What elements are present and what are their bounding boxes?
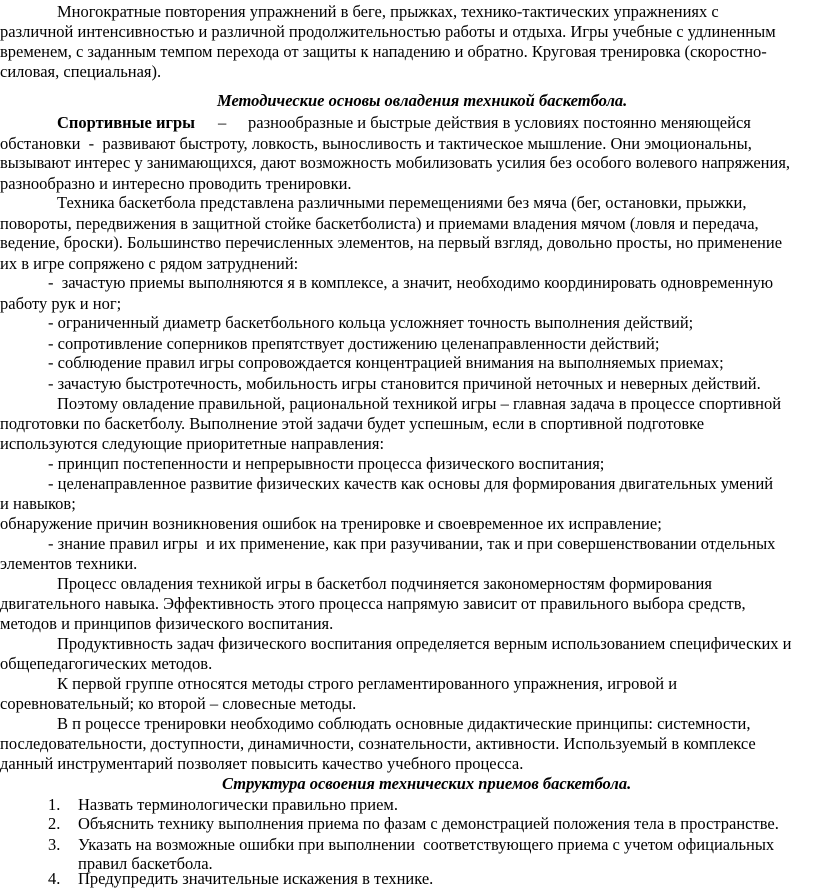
list-number: 2. [48,814,61,834]
paragraph-line: К первой группе относятся методы строго регламентированного упражнения, игровой и [57,673,678,693]
paragraph-line: - сопротивление соперников препятствует достижению целенаправленности действий; [48,333,660,353]
paragraph-line: данный инструментарий позволяет повысить качество учебного процесса. [0,753,524,773]
list-item: Указать на возможные ошибки при выполнении соответствующего приема с учетом официальных [78,834,775,854]
paragraph-line: разнообразно и интересно проводить тренировки. [0,173,352,193]
paragraph-line: ведение, броски). Большинство перечисленных элементов, на первый взгляд, довольно просты, но применение [0,233,783,253]
section-heading-methods: Методические основы овладения техникой баскетбола. [217,90,628,110]
paragraph-line: обнаружение причин возникновения ошибок на тренировке и своевременное их исправление; [0,513,662,533]
list-item: Назвать терминологически правильно прием. [78,794,398,814]
paragraph-line: и навыков; [0,494,76,514]
paragraph-line: двигательного навыка. Эффективность этого процесса напрямую зависит от правильного выбора средств, [0,593,746,613]
paragraph-line: - принцип постепенности и непрерывности процесса физического воспитания; [48,454,605,474]
intro-line: различной интенсивностью и различной продолжительностью работы и отдыха. Игры учебные с удлиненным [0,22,776,42]
paragraph-line: Поэтому овладение правильной, рациональной техникой игры – главная задача в процессе спортивной [57,393,782,413]
paragraph-line: - знание правил игры и их применение, как при разучивании, так и при совершенствовании отдельных [48,534,776,554]
list-number: 1. [48,794,61,814]
paragraph-line: - зачастую быстротечность, мобильность игры становится причиной неточных и неверных действий. [48,373,761,393]
paragraph-line: разнообразные и быстрые действия в условиях постоянно меняющейся [248,113,751,133]
sport-games-dash: – [218,113,227,133]
list-number: 4. [48,869,61,888]
paragraph-line: последовательности, доступности, динамичности, сознательности, активности. Используемый в комплексе [0,734,756,754]
intro-line: Многократные повторения упражнений в беге, прыжках, технико-тактических упражнениях с [57,1,719,21]
paragraph-line: повороты, передвижения в защитной стойке баскетболиста) и приемами владения мячом (ловля и передача, [0,213,759,233]
paragraph-line: используются следующие приоритетные направления: [0,433,385,453]
list-number: 3. [48,834,61,854]
paragraph-line: - зачастую приемы выполняются я в комплексе, а значит, необходимо координировать одновременную [48,273,774,293]
paragraph-line: - целенаправленное развитие физических качеств как основы для формирования двигательных умений [48,473,774,493]
intro-line: временем, с заданным темпом перехода от защиты к нападению и обратно. Круговая тренировка (скоростно- [0,41,767,61]
paragraph-line: методов и принципов физического воспитания. [0,614,334,634]
list-item: Объяснить технику выполнения приема по фазам с демонстрацией положения тела в пространстве. [78,814,779,834]
paragraph-line: Продуктивность задач физического воспитания определяется верным использованием специфических и [57,633,792,653]
paragraph-line: работу рук и ног; [0,293,122,313]
list-item: Предупредить значительные искажения в технике. [78,869,434,888]
paragraph-line: - ограниченный диаметр баскетбольного кольца усложняет точность выполнения действий; [48,313,694,333]
paragraph-line: обстановки - развивают быстроту, ловкость, выносливость и тактическое мышление. Они эмоциональны, [0,133,752,153]
paragraph-line: вызывают интерес у занимающихся, дают возможность мобилизовать усилия без особого волевого напряжения, [0,153,791,173]
paragraph-line: общепедагогических методов. [0,654,213,674]
intro-line: силовая, специальная). [0,61,162,81]
sport-games-term: Спортивные игры [57,113,196,133]
paragraph-line: соревновательный; ко второй – словесные методы. [0,694,357,714]
paragraph-line: Техника баскетбола представлена различными перемещениями без мяча (бег, остановки, прыжки, [57,193,747,213]
paragraph-line: их в игре сопряжено с рядом затруднений: [0,253,299,273]
paragraph-line: Процесс овладения техникой игры в баскетбол подчиняется закономерностям формирования [57,574,712,594]
section-heading-structure: Структура освоения технических приемов баскетбола. [222,774,632,794]
paragraph-line: подготовки по баскетболу. Выполнение этой задачи будет успешным, если в спортивной подготовке [0,414,705,433]
paragraph-line: В п роцессе тренировки необходимо соблюдать основные дидактические принципы: системности, [57,713,751,733]
paragraph-line: - соблюдение правил игры сопровождается концентрацией внимания на выполняемых приемах; [48,353,724,373]
list-item-continuation: правил баскетбола. [78,854,213,874]
paragraph-line: элементов техники. [0,553,138,573]
